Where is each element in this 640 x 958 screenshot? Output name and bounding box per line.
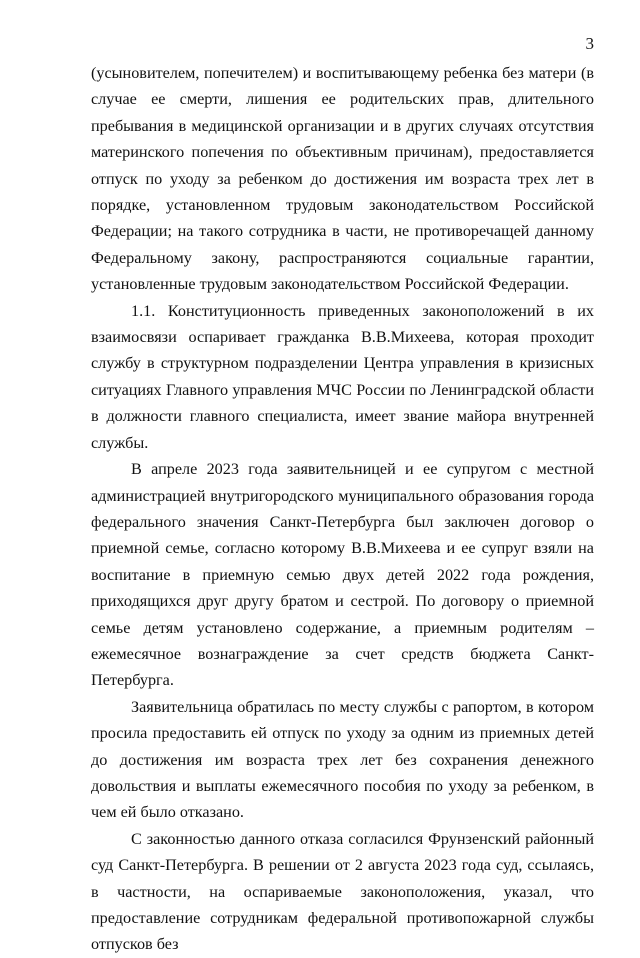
paragraph-court-decision: С законностью данного отказа согласился Фрунзенский районный суд Санкт-Петербурга. В решении от 2 августа 2023 года суд, ссылаясь, в частности, на оспариваемые законоположения, указал, что предоставление сотрудникам федеральной противопожарной службы отпусков без — [91, 829, 594, 954]
page-number: 3 — [585, 34, 594, 53]
paragraph-foster-agreement: В апреле 2023 года заявительницей и ее супругом с местной администрацией внутригородского муниципального образования города федерального значения Санкт-Петербурга был заключен договор о приемной семье, согласно которому В.В.Михеева и ее супруг взяли на воспитание в приемную семью двух детей 2022 года рождения, приходящихся друг другу братом и сестрой. По договору о приемной семье детям установлено содержание, а приемным родителям – ежемесячное вознаграждение за счет средств бюджета Санкт-Петербурга. — [91, 460, 594, 690]
paragraph-section-1-1: 1.1. Конституционность приведенных законоположений в их взаимосвязи оспаривает гражданка В.В.Михеева, которая проходит службу в структурном подразделении Центра управления в кризисных ситуациях Главного управления МЧС России по Ленинградской области в должности главного специалиста, имеет звание майора внутренней службы. — [91, 301, 594, 452]
paragraph-leave-request: Заявительница обратилась по месту службы с рапортом, в котором просила предоставить ей отпуск по уходу за одним из приемных детей до достижения им возраста трех лет без сохранения денежного довольствия и выплаты ежемесячного пособия по уходу за ребенком, в чем ей было отказано. — [91, 697, 594, 822]
paragraph-continuation: (усыновителем, попечителем) и воспитывающему ребенка без матери (в случае ее смерти, лишения ее родительских прав, длительного пребывания в медицинской организации и в других случаях отсутствия материнского попечения по объективным причинам), предоставляется отпуск по уходу за ребенком до достижения им возраста трех лет в порядке, установленном трудовым законодательством Российской Федерации; на такого сотрудника в части, не противоречащей данному Федеральному закону, распространяются социальные гарантии, установленные трудовым законодательством Российской Федерации. — [91, 64, 594, 294]
document-body — [91, 60, 594, 958]
